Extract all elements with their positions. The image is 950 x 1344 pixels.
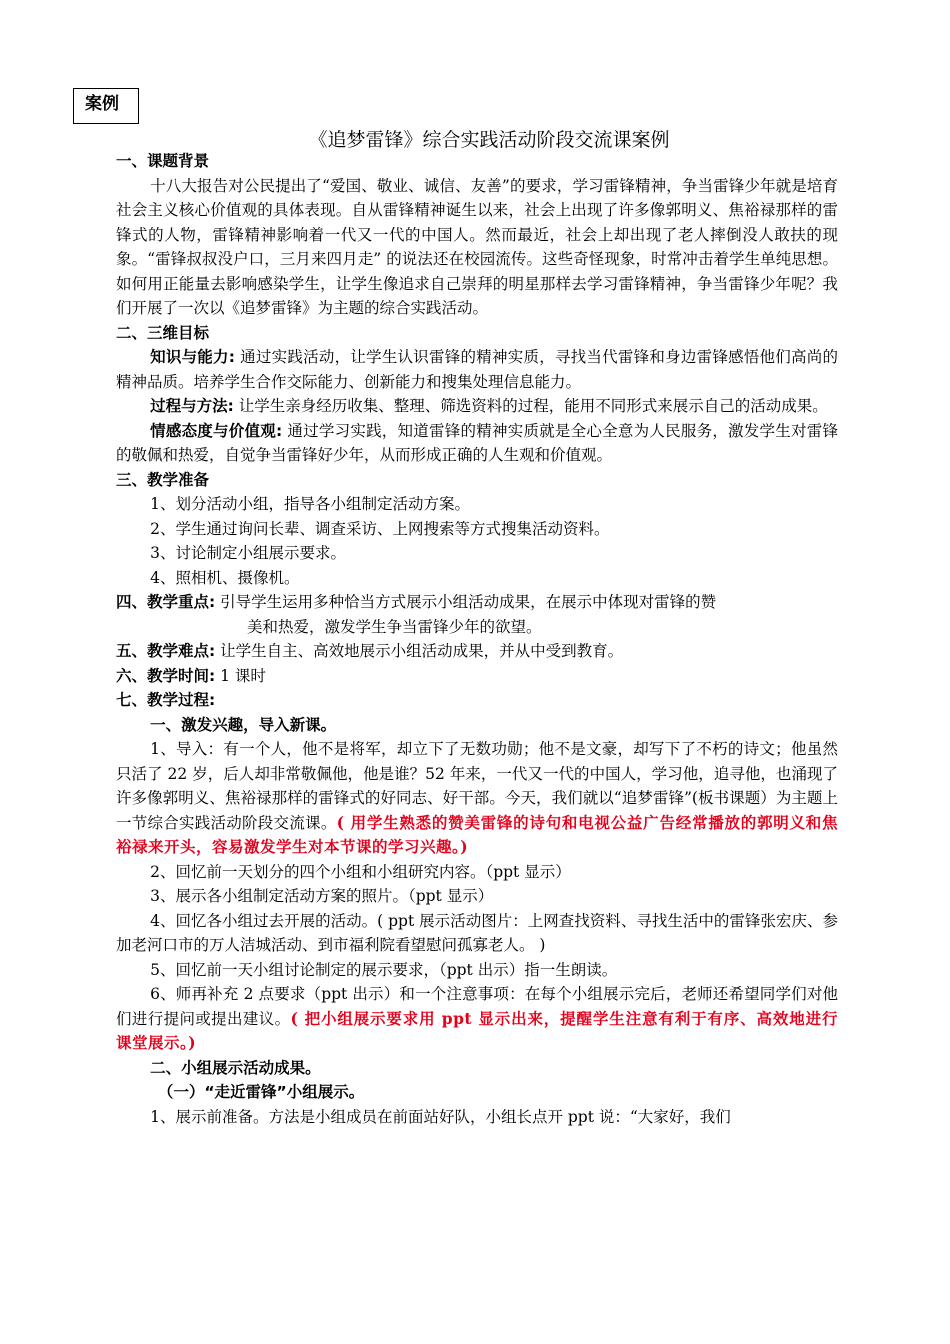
- teacher-note-red: ( 把小组展示要求用 ppt 显示出来，提醒学生注意有利于有序、高效地进行课堂展示。): [116, 1008, 838, 1052]
- focus-text-line1: 引导学生运用多种恰当方式展示小组活动成果，在展示中体现对雷锋的赞: [215, 593, 717, 611]
- focus-text-line2: 美和热爱，激发学生争当雷锋少年的欲望。: [247, 617, 542, 636]
- section-heading-time: 六、教学时间:: [116, 666, 216, 685]
- section-heading-focus: 四、教学重点:: [116, 593, 216, 611]
- preparation-list: [116, 492, 838, 590]
- section-heading-objectives: 二、三维目标: [116, 323, 210, 342]
- process-step-2: 2、回忆前一天划分的四个小组和小组研究内容。（ppt 显示）: [150, 862, 571, 881]
- objective-knowledge-label: 知识与能力:: [150, 348, 235, 366]
- teacher-note-red: ( 用学生熟悉的赞美雷锋的诗句和电视公益广告经常播放的郭明义和焦裕禄来开头，容易激发学生对本节课的学习兴趣。): [116, 812, 838, 856]
- time-text: 1 课时: [215, 666, 266, 685]
- objective-attitude-label: 情感态度与价值观:: [150, 421, 283, 440]
- teaching-time: [116, 664, 838, 689]
- objective-process-label: 过程与方法:: [150, 397, 234, 415]
- list-item: 4、照相机、摄像机。: [150, 568, 300, 587]
- objective-knowledge-text: 通过实践活动，让学生认识雷锋的精神实质，寻找当代雷锋和身边雷锋感悟他们高尚的精神品质。培养学生合作交际能力、创新能力和搜集处理信息能力。: [116, 348, 839, 391]
- teaching-difficulty: [116, 639, 838, 664]
- teaching-focus: [116, 590, 838, 615]
- section-heading-process: 七、教学过程:: [116, 691, 216, 709]
- list-item: 1、划分活动小组，指导各小组制定活动方案。: [150, 495, 470, 513]
- process-part1-heading: 一、激发兴趣，导入新课。: [150, 715, 337, 734]
- process-step-1: [116, 737, 838, 860]
- process-step-6-text: 6、师再补充 2 点要求（ppt 出示）和一个注意事项：在每个小组展示完后，老师还希望同学们对他们进行提问或提出建议。: [116, 985, 838, 1028]
- objective-attitude-text: 通过学习实践，知道雷锋的精神实质就是全心全意为人民服务，激发学生对雷锋的敬佩和热爱，自觉争当雷锋好少年，从而形成正确的人生观和价值观。: [116, 421, 838, 464]
- objective-attitude: [116, 419, 838, 468]
- background-paragraph: 十八大报告对公民提出了“爱国、敬业、诚信、友善”的要求，学习雷锋精神，争当雷锋少年就是培育社会主义核心价值观的具体表现。自从雷锋精神诞生以来，社会上出现了许多像郭明义、焦裕禄那样的雷锋式的人物，雷锋精神影响着一代又一代的中国人。然而最近，社会上却出现了老人摔倒没人敢扶的现象。“雷锋叔叔没户口，三月来四月走” 的说法还在校园流传。这些奇怪现象，时常冲击着学生单纯思想。如何用正能量去影响感染学生，让学生像追求自己崇拜的明星那样去学习雷锋精神，争当雷锋少年呢？我们开展了一次以《追梦雷锋》为主题的综合实践活动。: [116, 176, 838, 317]
- group-subheading: （一）“走近雷锋”小组展示。: [157, 1083, 365, 1101]
- section-heading-preparation: 三、教学准备: [116, 470, 210, 489]
- case-tag: 案例: [73, 88, 139, 124]
- process-part2-heading: 二、小组展示活动成果。: [150, 1058, 321, 1077]
- objective-knowledge: [116, 345, 838, 394]
- process-step-3: 3、展示各小组制定活动方案的照片。（ppt 显示）: [150, 887, 494, 905]
- document-title: 《追梦雷锋》综合实践活动阶段交流课案例: [308, 129, 670, 151]
- process-step-6: [116, 982, 838, 1056]
- objective-process: [116, 394, 838, 419]
- group-step-1: 1、展示前准备。方法是小组成员在前面站好队，小组长点开 ppt 说：“大家好，我们: [150, 1107, 731, 1126]
- section-heading-background: 一、课题背景: [116, 152, 210, 170]
- section-heading-difficulty: 五、教学难点:: [116, 642, 216, 660]
- list-item: 3、讨论制定小组展示要求。: [150, 544, 346, 562]
- difficulty-text: 让学生自主、高效地展示小组活动成果，并从中受到教育。: [215, 642, 624, 660]
- objective-process-text: 让学生亲身经历收集、整理、筛选资料的过程，能用不同形式来展示自己的活动成果。: [233, 397, 828, 415]
- process-step-4: 4、回忆各小组过去开展的活动。( ppt 展示活动图片：上网查找资料、寻找生活中的雷锋张宏庆、参加老河口市的万人洁城活动、到市福利院看望慰问孤寡老人。 ): [116, 911, 838, 954]
- process-step-1-text: 1、导入：有一个人，他不是将军，却立下了无数功勋；他不是文豪，却写下了不朽的诗文；他虽然只活了 22 岁，后人却非常敬佩他，他是谁？52 年来，一代又一代的中国人，学习他，追寻他，也涌现了许多像郭明义、焦裕禄那样的雷锋式的好同志、好干部。今天，我们就以“追梦雷锋”(板书课题）为主题上一节综合实践活动阶段交流课。: [116, 740, 838, 832]
- process-step-5: 5、回忆前一天小组讨论制定的展示要求，（ppt 出示）指一生朗读。: [150, 960, 618, 979]
- document-body: [116, 149, 838, 1129]
- list-item: 2、学生通过询问长辈、调查采访、上网搜索等方式搜集活动资料。: [150, 519, 610, 538]
